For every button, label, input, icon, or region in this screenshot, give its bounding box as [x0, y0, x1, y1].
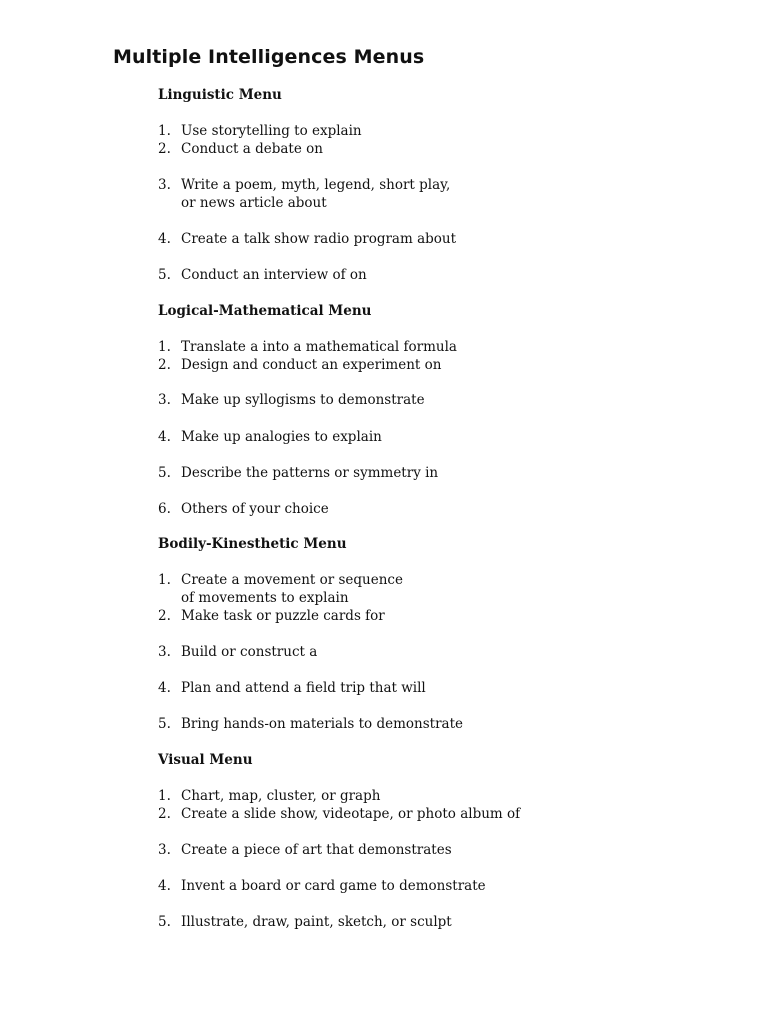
list-item-text: Design and conduct an experiment on [181, 357, 442, 373]
list-item-text: Make task or puzzle cards for [181, 608, 385, 624]
list-item-text: Invent a board or card game to demonstrate [181, 878, 486, 894]
section-heading-visual: Visual Menu [158, 752, 253, 768]
list-item-text: Create a talk show radio program about [181, 231, 457, 247]
list-item-text: Describe the patterns or symmetry in [181, 465, 439, 481]
list-item-text: Create a movement or sequence [181, 572, 403, 588]
list-item-text: or news article about [181, 195, 327, 211]
list-item-text: Illustrate, draw, paint, sketch, or sculpt [181, 914, 452, 930]
list-item-number: 1. [158, 123, 171, 139]
list-item-text: Build or construct a [181, 644, 318, 660]
list-item-number: 1. [158, 572, 171, 588]
list-item-number: 5. [158, 716, 171, 732]
list-item-text: Conduct an interview of on [181, 267, 367, 283]
section-heading-bodily-kinesthetic: Bodily-Kinesthetic Menu [158, 536, 347, 552]
list-item-number: 1. [158, 339, 171, 355]
list-item-text: Others of your choice [181, 501, 329, 517]
list-item-text: Translate a into a mathematical formula [181, 339, 457, 355]
list-item-text: Create a slide show, videotape, or photo album of [181, 806, 521, 822]
list-item-text: of movements to explain [181, 590, 349, 606]
list-item-text: Conduct a debate on [181, 141, 323, 157]
list-item-number: 3. [158, 177, 171, 193]
list-item-number: 4. [158, 878, 171, 894]
section-heading-logical-mathematical: Logical-Mathematical Menu [158, 303, 372, 319]
list-item-number: 2. [158, 806, 171, 822]
list-item-number: 3. [158, 392, 171, 408]
list-item-number: 1. [158, 788, 171, 804]
list-item-number: 5. [158, 465, 171, 481]
list-item-number: 4. [158, 680, 171, 696]
list-item-number: 5. [158, 267, 171, 283]
list-item-text: Chart, map, cluster, or graph [181, 788, 381, 804]
list-item-number: 5. [158, 914, 171, 930]
list-item-text: Write a poem, myth, legend, short play, [181, 177, 451, 193]
list-item-number: 3. [158, 842, 171, 858]
list-item-text: Make up analogies to explain [181, 429, 382, 445]
list-item-text: Plan and attend a field trip that will [181, 680, 426, 696]
list-item-number: 2. [158, 608, 171, 624]
list-item-text: Create a piece of art that demonstrates [181, 842, 452, 858]
list-item-text: Use storytelling to explain [181, 123, 362, 139]
list-item-text: Bring hands-on materials to demonstrate [181, 716, 463, 732]
list-item-number: 4. [158, 429, 171, 445]
list-item-text: Make up syllogisms to demonstrate [181, 392, 425, 408]
list-item-number: 4. [158, 231, 171, 247]
section-heading-linguistic: Linguistic Menu [158, 87, 282, 103]
page-title: Multiple Intelligences Menus [113, 46, 425, 68]
list-item-number: 2. [158, 357, 171, 373]
list-item-number: 2. [158, 141, 171, 157]
list-item-number: 3. [158, 644, 171, 660]
list-item-number: 6. [158, 501, 171, 517]
